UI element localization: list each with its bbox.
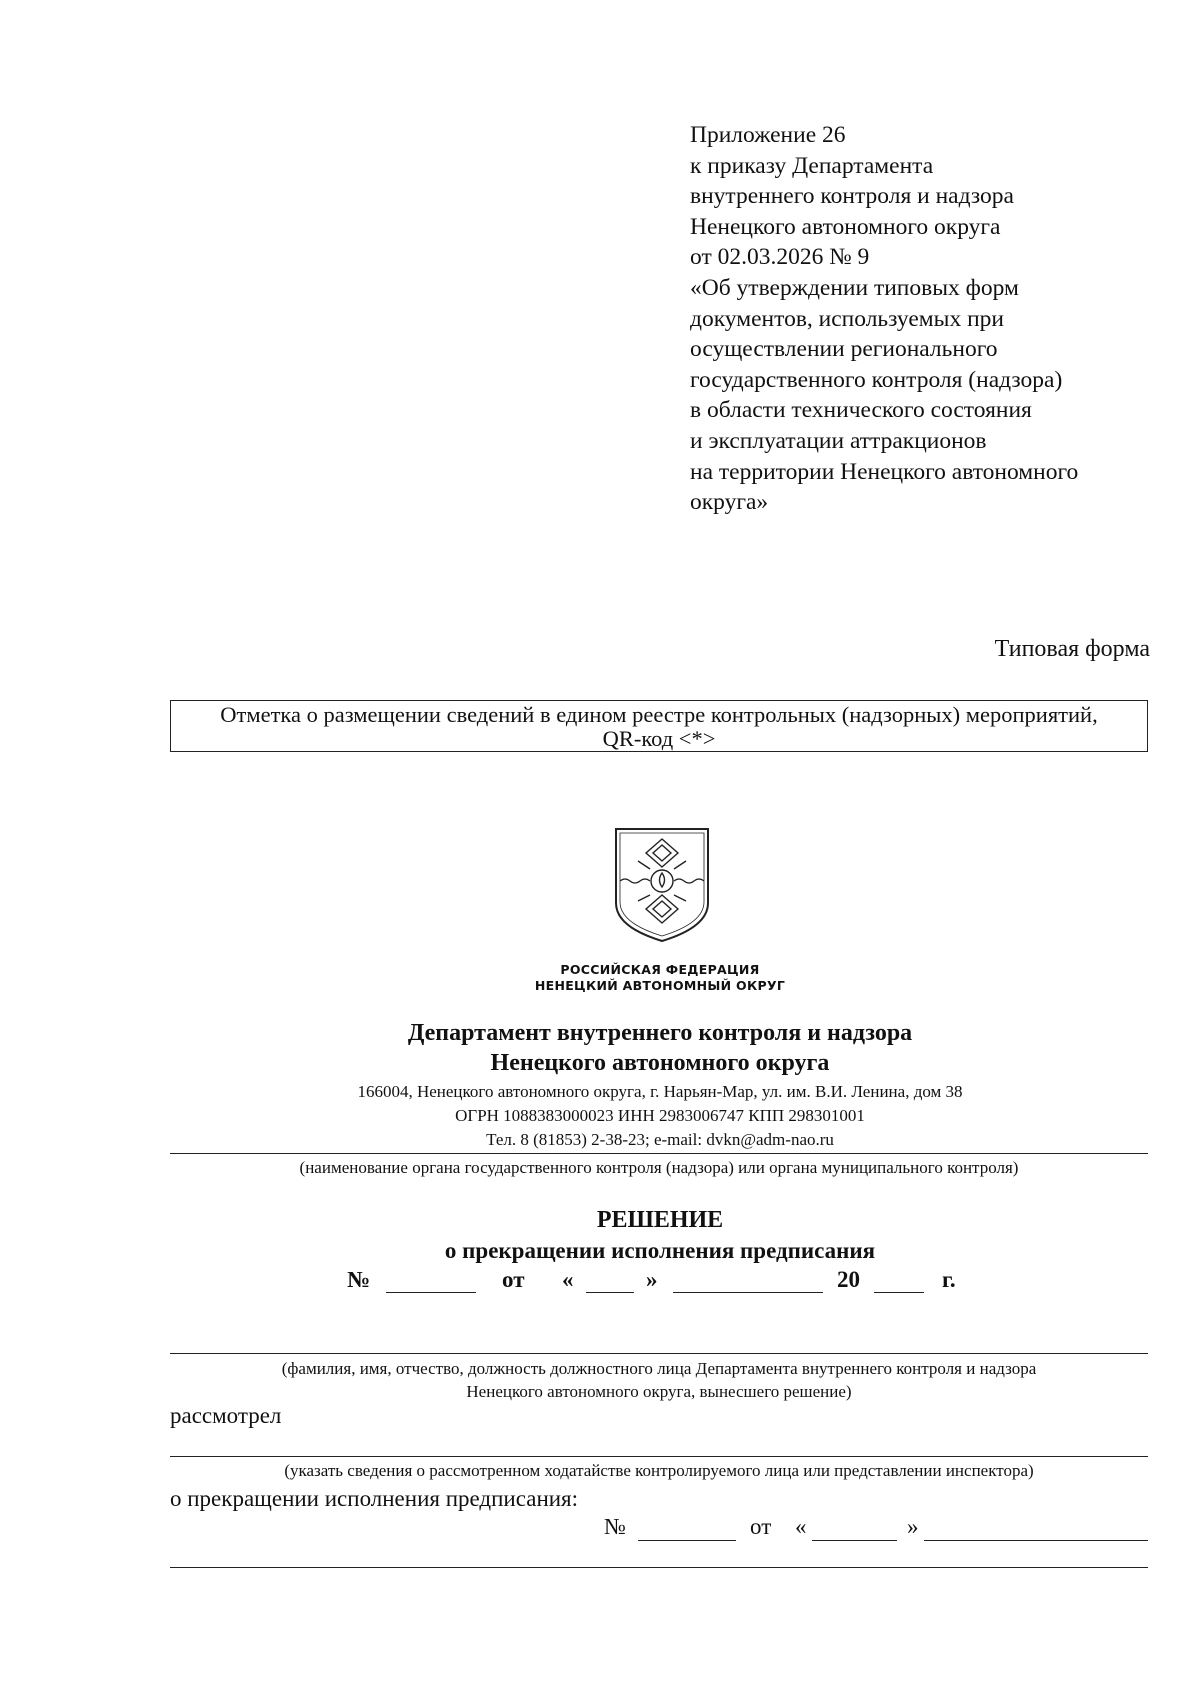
appendix-line: в области технического состояния (690, 397, 1032, 424)
bottom-rule[interactable] (170, 1567, 1148, 1568)
petition-caption: (указать сведения о рассмотренном ходатайстве контролируемого лица или представлении инспектора) (284, 1461, 1034, 1480)
country-name: РОССИЙСКАЯ ФЕДЕРАЦИЯ (560, 962, 760, 977)
decision-year-field[interactable] (874, 1292, 924, 1293)
decision-quote-open: « (562, 1267, 574, 1292)
petition-quote-close: » (907, 1514, 919, 1539)
petition-from-label: от (750, 1514, 772, 1539)
appendix-line: и эксплуатации аттракционов (690, 427, 987, 454)
decision-title: РЕШЕНИЕ (596, 1207, 724, 1233)
appendix-line: «Об утверждении типовых форм (690, 274, 1019, 301)
coat-of-arms-icon (612, 825, 712, 945)
registry-mark-line2: QR-код <*> (602, 726, 716, 751)
registry-mark-box (170, 700, 1148, 752)
registry-mark-line1: Отметка о размещении сведений в едином реестре контрольных (надзорных) мероприятий, (220, 702, 1098, 727)
department-address: 166004, Ненецкого автономного округа, г. Нарьян-Мар, ул. им. В.И. Ленина, дом 38 (357, 1082, 963, 1101)
petition-number-field[interactable] (638, 1540, 736, 1541)
petition-details-field[interactable] (170, 1456, 1148, 1457)
appendix-block (690, 120, 1160, 518)
petition-number-sign: № (604, 1514, 626, 1539)
appendix-line: Приложение 26 (690, 122, 846, 148)
department-name-line1: Департамент внутреннего контроля и надзора (407, 1020, 913, 1046)
header-underline (170, 1153, 1148, 1154)
department-name-line2: Ненецкого автономного округа (490, 1050, 830, 1076)
petition-month-field[interactable] (924, 1540, 1148, 1541)
petition-day-field[interactable] (812, 1540, 897, 1541)
petition-text: о прекращении исполнения предписания: (170, 1486, 579, 1511)
decision-from-label: от (502, 1267, 525, 1292)
petition-quote-open: « (795, 1514, 807, 1539)
official-caption (170, 1357, 1148, 1403)
appendix-line: осуществлении регионального (690, 336, 998, 363)
appendix-line: государственного контроля (надзора) (690, 366, 1063, 393)
country-header (0, 962, 1200, 994)
department-name (0, 1018, 1200, 1078)
department-requisites (0, 1080, 1200, 1152)
official-caption-line2: Ненецкого автономного округа, вынесшего решение) (466, 1382, 852, 1401)
official-caption-line1: (фамилия, имя, отчество, должность должностного лица Департамента внутреннего контроля и надзора (281, 1359, 1037, 1378)
appendix-line: к приказу Департамента (690, 152, 934, 179)
typical-form-label: Типовая форма (994, 636, 1150, 662)
decision-year-suffix: г. (942, 1267, 956, 1292)
department-contacts: Тел. 8 (81853) 2-38-23; e-mail: dvkn@adm-nao.ru (486, 1130, 834, 1149)
authority-caption: (наименование органа государственного контроля (надзора) или органа муниципального контроля) (299, 1158, 1019, 1177)
department-ids: ОГРН 1088383000023 ИНН 2983006747 КПП 298301001 (455, 1106, 865, 1125)
appendix-line: от 02.03.2026 № 9 (690, 244, 870, 271)
decision-subtitle: о прекращении исполнения предписания (444, 1238, 876, 1263)
decision-number-sign: № (347, 1267, 371, 1292)
decision-month-field[interactable] (673, 1292, 823, 1293)
appendix-line: Ненецкого автономного округа (690, 213, 1001, 240)
decision-year-prefix: 20 (837, 1267, 860, 1292)
appendix-line: на территории Ненецкого автономного (690, 458, 1079, 485)
official-name-field[interactable] (170, 1353, 1148, 1354)
decision-number-field[interactable] (386, 1292, 476, 1293)
decision-quote-close: » (646, 1267, 658, 1292)
reviewed-label: рассмотрел (170, 1403, 282, 1428)
region-name: НЕНЕЦКИЙ АВТОНОМНЫЙ ОКРУГ (534, 978, 786, 993)
appendix-line: округа» (690, 489, 769, 516)
decision-day-field[interactable] (586, 1292, 634, 1293)
appendix-line: документов, используемых при (690, 305, 1004, 332)
appendix-line: внутреннего контроля и надзора (690, 183, 1014, 210)
